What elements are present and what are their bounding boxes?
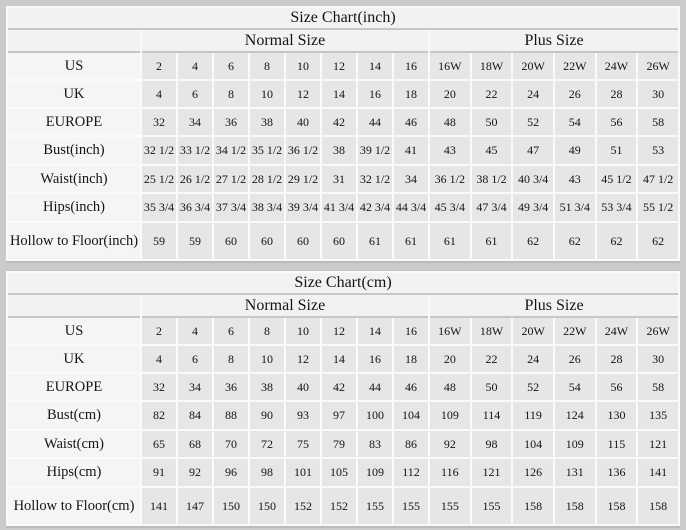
size-value-cell: 35 1/2 — [250, 137, 284, 164]
size-value-cell: 119 — [513, 402, 553, 429]
size-value-cell: 60 — [250, 223, 284, 259]
size-value-cell: 8 — [214, 81, 248, 107]
size-value-cell: 20 — [430, 81, 470, 107]
size-value-cell: 49 — [555, 137, 595, 164]
size-value-cell: 62 — [513, 223, 553, 259]
size-value-cell: 24W — [597, 53, 637, 79]
size-value-cell: 62 — [597, 223, 637, 259]
size-value-cell: 24W — [597, 318, 637, 344]
size-value-cell: 44 3/4 — [394, 194, 428, 221]
size-value-cell: 4 — [178, 318, 212, 344]
size-value-cell: 47 — [513, 137, 553, 164]
size-value-cell: 116 — [430, 459, 470, 486]
size-value-cell: 12 — [286, 346, 320, 372]
size-value-cell: 47 3/4 — [472, 194, 512, 221]
size-value-cell: 8 — [214, 346, 248, 372]
size-value-cell: 42 — [322, 109, 356, 135]
table-row — [8, 374, 678, 400]
size-value-cell: 20 — [430, 346, 470, 372]
size-value-cell: 83 — [358, 431, 392, 457]
size-value-cell: 100 — [358, 402, 392, 429]
size-value-cell: 34 1/2 — [214, 137, 248, 164]
table-row — [8, 194, 678, 221]
table-row — [8, 431, 678, 457]
size-value-cell: 72 — [250, 431, 284, 457]
size-value-cell: 41 — [394, 137, 428, 164]
table-row — [8, 346, 678, 372]
size-value-cell: 29 1/2 — [286, 166, 320, 192]
size-value-cell: 92 — [178, 459, 212, 486]
size-value-cell: 38 1/2 — [472, 166, 512, 192]
table-row — [8, 137, 678, 164]
size-value-cell: 59 — [142, 223, 176, 259]
size-value-cell: 58 — [638, 374, 678, 400]
group-header-plus-size: Plus Size — [430, 295, 678, 316]
size-value-cell: 62 — [638, 223, 678, 259]
size-value-cell: 135 — [638, 402, 678, 429]
size-value-cell: 136 — [597, 459, 637, 486]
size-value-cell: 12 — [286, 81, 320, 107]
row-label: Hips(inch) — [8, 194, 140, 221]
size-value-cell: 91 — [142, 459, 176, 486]
size-value-cell: 48 — [430, 374, 470, 400]
table-title-row — [8, 8, 678, 28]
size-value-cell: 155 — [358, 488, 392, 524]
size-value-cell: 55 1/2 — [638, 194, 678, 221]
size-value-cell: 51 3/4 — [555, 194, 595, 221]
size-value-cell: 147 — [178, 488, 212, 524]
size-value-cell: 24 — [513, 81, 553, 107]
size-value-cell: 101 — [286, 459, 320, 486]
size-value-cell: 75 — [286, 431, 320, 457]
size-value-cell: 34 — [178, 109, 212, 135]
size-value-cell: 24 — [513, 346, 553, 372]
size-value-cell: 121 — [472, 459, 512, 486]
size-value-cell: 26W — [638, 53, 678, 79]
size-value-cell: 70 — [214, 431, 248, 457]
table-title: Size Chart(inch) — [8, 8, 678, 28]
size-value-cell: 40 — [286, 374, 320, 400]
size-value-cell: 36 3/4 — [178, 194, 212, 221]
size-value-cell: 121 — [638, 431, 678, 457]
row-label: EUROPE — [8, 109, 140, 135]
size-value-cell: 42 — [322, 374, 356, 400]
size-value-cell: 112 — [394, 459, 428, 486]
size-value-cell: 4 — [142, 346, 176, 372]
size-value-cell: 6 — [214, 318, 248, 344]
size-value-cell: 155 — [430, 488, 470, 524]
group-header-plus-size: Plus Size — [430, 30, 678, 51]
size-value-cell: 104 — [513, 431, 553, 457]
row-label: US — [8, 318, 140, 344]
size-value-cell: 82 — [142, 402, 176, 429]
size-value-cell: 39 3/4 — [286, 194, 320, 221]
size-value-cell: 25 1/2 — [142, 166, 176, 192]
size-value-cell: 12 — [322, 53, 356, 79]
size-value-cell: 54 — [555, 109, 595, 135]
size-value-cell: 98 — [250, 459, 284, 486]
table-row — [8, 166, 678, 192]
row-label: UK — [8, 81, 140, 107]
size-value-cell: 61 — [358, 223, 392, 259]
size-value-cell: 22W — [555, 53, 595, 79]
row-label: Waist(cm) — [8, 431, 140, 457]
size-value-cell: 35 3/4 — [142, 194, 176, 221]
size-value-cell: 52 — [513, 374, 553, 400]
table-row — [8, 318, 678, 344]
size-value-cell: 8 — [250, 318, 284, 344]
size-value-cell: 150 — [214, 488, 248, 524]
size-value-cell: 34 — [394, 166, 428, 192]
size-value-cell: 20W — [513, 318, 553, 344]
size-value-cell: 155 — [394, 488, 428, 524]
size-value-cell: 18 — [394, 346, 428, 372]
size-value-cell: 53 — [638, 137, 678, 164]
size-value-cell: 104 — [394, 402, 428, 429]
size-value-cell: 124 — [555, 402, 595, 429]
size-value-cell: 43 — [430, 137, 470, 164]
row-label: Hollow to Floor(cm) — [8, 488, 140, 524]
row-label: Hips(cm) — [8, 459, 140, 486]
size-value-cell: 10 — [286, 53, 320, 79]
size-value-cell: 18W — [472, 318, 512, 344]
size-value-cell: 14 — [322, 346, 356, 372]
size-value-cell: 38 — [250, 109, 284, 135]
size-value-cell: 16 — [394, 53, 428, 79]
size-value-cell: 2 — [142, 318, 176, 344]
size-value-cell: 155 — [472, 488, 512, 524]
size-value-cell: 79 — [322, 431, 356, 457]
size-value-cell: 34 — [178, 374, 212, 400]
size-value-cell: 65 — [142, 431, 176, 457]
size-value-cell: 31 — [322, 166, 356, 192]
size-value-cell: 51 — [597, 137, 637, 164]
size-value-cell: 150 — [250, 488, 284, 524]
size-value-cell: 38 3/4 — [250, 194, 284, 221]
size-value-cell: 4 — [142, 81, 176, 107]
size-value-cell: 16W — [430, 318, 470, 344]
size-value-cell: 33 1/2 — [178, 137, 212, 164]
size-value-cell: 109 — [555, 431, 595, 457]
size-value-cell: 56 — [597, 109, 637, 135]
size-value-cell: 45 — [472, 137, 512, 164]
row-label: Waist(inch) — [8, 166, 140, 192]
size-value-cell: 41 3/4 — [322, 194, 356, 221]
size-value-cell: 84 — [178, 402, 212, 429]
size-value-cell: 6 — [178, 81, 212, 107]
size-value-cell: 59 — [178, 223, 212, 259]
size-value-cell: 52 — [513, 109, 553, 135]
corner-cell — [8, 295, 140, 316]
size-value-cell: 20W — [513, 53, 553, 79]
size-value-cell: 61 — [394, 223, 428, 259]
size-value-cell: 62 — [555, 223, 595, 259]
size-value-cell: 44 — [358, 374, 392, 400]
size-value-cell: 10 — [250, 81, 284, 107]
size-value-cell: 39 1/2 — [358, 137, 392, 164]
size-value-cell: 141 — [142, 488, 176, 524]
size-value-cell: 158 — [597, 488, 637, 524]
size-value-cell: 50 — [472, 374, 512, 400]
size-value-cell: 60 — [286, 223, 320, 259]
size-value-cell: 30 — [638, 81, 678, 107]
size-value-cell: 14 — [358, 53, 392, 79]
size-value-cell: 92 — [430, 431, 470, 457]
size-value-cell: 109 — [430, 402, 470, 429]
size-value-cell: 10 — [286, 318, 320, 344]
size-value-cell: 14 — [322, 81, 356, 107]
size-value-cell: 56 — [597, 374, 637, 400]
table-row — [8, 53, 678, 79]
table-row — [8, 488, 678, 524]
size-value-cell: 16W — [430, 53, 470, 79]
size-value-cell: 88 — [214, 402, 248, 429]
size-value-cell: 126 — [513, 459, 553, 486]
table-row — [8, 81, 678, 107]
size-value-cell: 96 — [214, 459, 248, 486]
size-value-cell: 16 — [394, 318, 428, 344]
size-value-cell: 30 — [638, 346, 678, 372]
size-value-cell: 36 — [214, 109, 248, 135]
size-value-cell: 47 1/2 — [638, 166, 678, 192]
group-header-row — [8, 30, 678, 51]
size-value-cell: 32 1/2 — [358, 166, 392, 192]
size-value-cell: 28 — [597, 346, 637, 372]
row-label: Hollow to Floor(inch) — [8, 223, 140, 259]
size-value-cell: 68 — [178, 431, 212, 457]
size-value-cell: 97 — [322, 402, 356, 429]
size-value-cell: 26 — [555, 81, 595, 107]
size-value-cell: 152 — [286, 488, 320, 524]
row-label: UK — [8, 346, 140, 372]
size-value-cell: 86 — [394, 431, 428, 457]
size-value-cell: 28 — [597, 81, 637, 107]
size-value-cell: 8 — [250, 53, 284, 79]
row-label: Bust(inch) — [8, 137, 140, 164]
group-header-row — [8, 295, 678, 316]
size-value-cell: 158 — [638, 488, 678, 524]
size-value-cell: 27 1/2 — [214, 166, 248, 192]
corner-cell — [8, 30, 140, 51]
size-value-cell: 46 — [394, 374, 428, 400]
size-chart-inch-table — [6, 6, 680, 261]
size-value-cell: 32 1/2 — [142, 137, 176, 164]
size-value-cell: 98 — [472, 431, 512, 457]
size-value-cell: 22W — [555, 318, 595, 344]
size-value-cell: 43 — [555, 166, 595, 192]
size-value-cell: 45 3/4 — [430, 194, 470, 221]
size-value-cell: 14 — [358, 318, 392, 344]
size-value-cell: 6 — [178, 346, 212, 372]
table-row — [8, 223, 678, 259]
size-value-cell: 4 — [178, 53, 212, 79]
table-title-row — [8, 273, 678, 293]
size-value-cell: 49 3/4 — [513, 194, 553, 221]
size-value-cell: 158 — [555, 488, 595, 524]
size-value-cell: 44 — [358, 109, 392, 135]
size-value-cell: 28 1/2 — [250, 166, 284, 192]
size-value-cell: 141 — [638, 459, 678, 486]
size-chart-cm-table — [6, 271, 680, 526]
size-value-cell: 16 — [358, 346, 392, 372]
size-value-cell: 53 3/4 — [597, 194, 637, 221]
size-value-cell: 58 — [638, 109, 678, 135]
table-row — [8, 402, 678, 429]
size-value-cell: 36 1/2 — [430, 166, 470, 192]
size-value-cell: 12 — [322, 318, 356, 344]
size-value-cell: 93 — [286, 402, 320, 429]
size-value-cell: 16 — [358, 81, 392, 107]
size-value-cell: 18 — [394, 81, 428, 107]
size-value-cell: 26 1/2 — [178, 166, 212, 192]
row-label: Bust(cm) — [8, 402, 140, 429]
size-value-cell: 22 — [472, 81, 512, 107]
size-value-cell: 22 — [472, 346, 512, 372]
size-value-cell: 61 — [472, 223, 512, 259]
size-value-cell: 10 — [250, 346, 284, 372]
size-value-cell: 6 — [214, 53, 248, 79]
size-value-cell: 54 — [555, 374, 595, 400]
size-value-cell: 158 — [513, 488, 553, 524]
table-title: Size Chart(cm) — [8, 273, 678, 293]
size-value-cell: 60 — [214, 223, 248, 259]
size-value-cell: 114 — [472, 402, 512, 429]
row-label: US — [8, 53, 140, 79]
size-value-cell: 109 — [358, 459, 392, 486]
size-value-cell: 32 — [142, 109, 176, 135]
size-value-cell: 36 — [214, 374, 248, 400]
size-value-cell: 60 — [322, 223, 356, 259]
size-value-cell: 18W — [472, 53, 512, 79]
size-value-cell: 105 — [322, 459, 356, 486]
size-value-cell: 40 3/4 — [513, 166, 553, 192]
group-header-normal-size: Normal Size — [142, 295, 428, 316]
size-value-cell: 42 3/4 — [358, 194, 392, 221]
size-value-cell: 36 1/2 — [286, 137, 320, 164]
size-value-cell: 26 — [555, 346, 595, 372]
size-value-cell: 38 — [250, 374, 284, 400]
size-value-cell: 130 — [597, 402, 637, 429]
size-value-cell: 48 — [430, 109, 470, 135]
size-value-cell: 32 — [142, 374, 176, 400]
size-value-cell: 46 — [394, 109, 428, 135]
size-value-cell: 131 — [555, 459, 595, 486]
size-value-cell: 115 — [597, 431, 637, 457]
size-value-cell: 37 3/4 — [214, 194, 248, 221]
size-value-cell: 50 — [472, 109, 512, 135]
size-value-cell: 45 1/2 — [597, 166, 637, 192]
size-value-cell: 38 — [322, 137, 356, 164]
table-row — [8, 109, 678, 135]
group-header-normal-size: Normal Size — [142, 30, 428, 51]
size-value-cell: 26W — [638, 318, 678, 344]
table-row — [8, 459, 678, 486]
size-value-cell: 152 — [322, 488, 356, 524]
size-value-cell: 61 — [430, 223, 470, 259]
size-value-cell: 90 — [250, 402, 284, 429]
row-label: EUROPE — [8, 374, 140, 400]
size-value-cell: 40 — [286, 109, 320, 135]
size-value-cell: 2 — [142, 53, 176, 79]
